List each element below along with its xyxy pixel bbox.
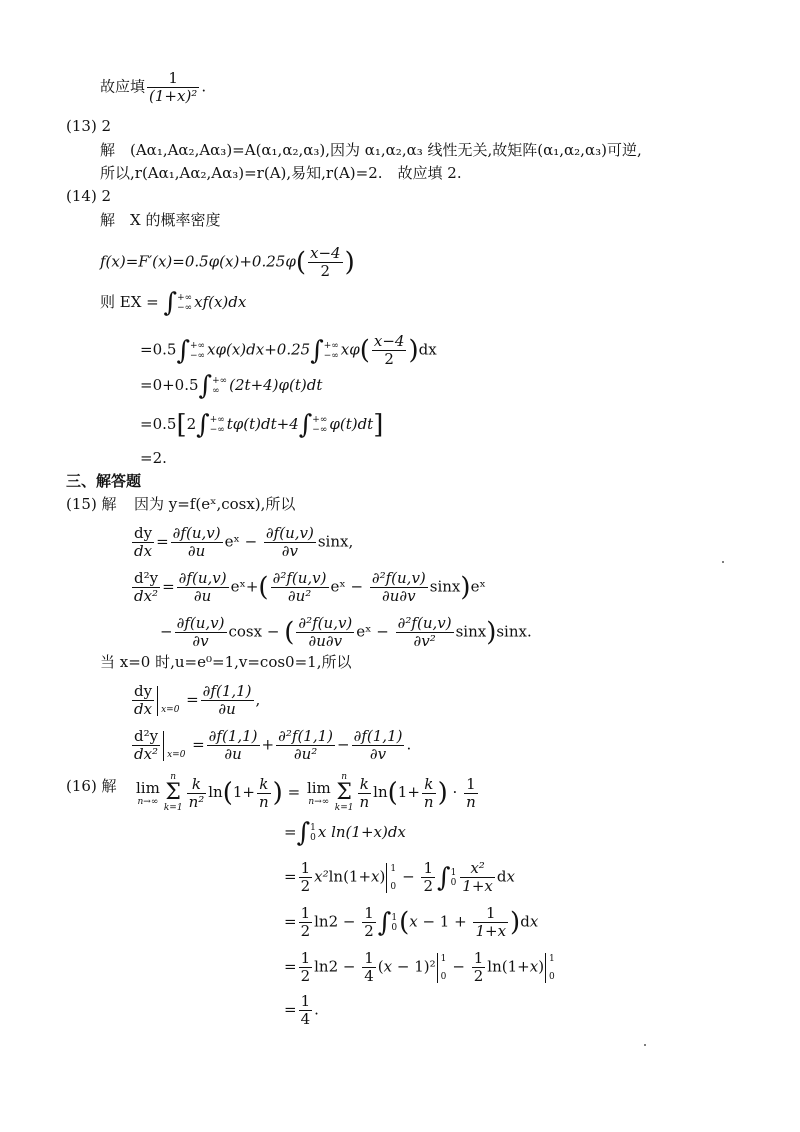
q14-intro: 解 X 的概率密度 <box>100 211 221 229</box>
q15-second-derivative-b: − $\frac{\partial f(u,v)}{\partial v}$ cosx − ( $\frac{\text{∂²f(u,v)}}{\partial u\partial v}$ eˣ − $\frac{\text{∂²f(u,v)}}{\text{∂v²}}$ sinx)sinx. <box>160 614 532 650</box>
q13-line2: 所以,r(Aα₁,Aα₂,Aα₃)=r(A),易知,r(A)=2. 故应填 2. <box>100 164 462 182</box>
q16-step1: =∫ 1 0 x ln(1+x)dx <box>284 818 406 848</box>
q16-step4: = $\frac{1}{2}$ ln2 − $\frac{1}{4}$ (x − 1)² 1 0 − $\frac{1}{2}$ ln(1+x) 1 0 <box>284 949 555 985</box>
q15-first-derivative: $\frac{dy}{dx}$ = $\frac{\partial f(u,v)}{\partial u}$ eˣ − $\frac{\partial f(u,v)}{\partial v}$ sinx, <box>134 524 354 560</box>
q14-step2: =0+0.5∫ +∞ ∞ (2t+4)φ(t)dt <box>140 371 323 401</box>
q13-label: (13) 2 <box>66 117 112 135</box>
q14-label: (14) 2 <box>66 187 112 205</box>
q16-limit: lim n→∞ n Σ k=1 $\frac{k}{\text{n²}}$ ln(1+ $\frac{k}{n}$ ) = lim n→∞ n Σ k=1 $\frac{k}{n}$ ln(1+ $\frac{k}{n}$ ) · $\frac{1}{n}$ <box>136 772 476 813</box>
q15-intro: 因为 y=f(eˣ,cosx),所以 <box>134 495 296 513</box>
q15-at-zero-second: $\frac{\text{d²y}}{\text{dx²}}$ x=0 = $\frac{\partial f(1,1)}{\partial u}$ + $\frac{\text{∂²f(1,1)}}{\text{∂u²}}$ − $\frac{\partial f(1,1)}{\partial v}$ . <box>134 727 412 763</box>
section-title: 三、解答题 <box>66 472 142 490</box>
q15-label: (15) 解 <box>66 495 117 513</box>
q16-step3: = $\frac{1}{2}$ ln2 − $\frac{1}{2}$ ∫ 1 0 (x − 1 + $\frac{1}{1+x}$ )dx <box>284 904 539 940</box>
q16-label: (16) 解 <box>66 777 117 795</box>
q16-result: = $\frac{1}{4}$ . <box>284 992 319 1028</box>
q15-at-zero-first: $\frac{dy}{dx}$ x=0 = $\frac{\partial f(1,1)}{\partial u}$ , <box>134 682 261 718</box>
q12-fraction: $\frac{1}{\text{(1+x)²}}$ <box>149 69 198 105</box>
speck <box>644 1044 646 1046</box>
speck <box>722 561 724 563</box>
q14-step3: =0.5[2∫ +∞ −∞ tφ(t)dt+4∫ +∞ −∞ φ(t)dt] <box>140 410 384 440</box>
q12-answer: 故应填 $\frac{1}{\text{(1+x)²}}$ . <box>100 69 207 105</box>
q15-when: 当 x=0 时,u=e⁰=1,v=cos0=1,所以 <box>100 653 352 671</box>
q16-step2: = $\frac{1}{2}$ x²ln(1+x) 1 0 − $\frac{1}{2}$ ∫ 1 0 $\frac{\text{x²}}{1+x}$ dx <box>284 859 515 895</box>
q14-density: f(x)=F′(x)=0.5φ(x)+0.25φ( $\frac{x-4}{2}$ ) <box>100 244 355 280</box>
q14-step1: =0.5∫ +∞ −∞ xφ(x)dx+0.25∫ +∞ −∞ xφ( $\frac{x-4}{2}$ )dx <box>140 332 437 368</box>
q13-line1: 解 (Aα₁,Aα₂,Aα₃)=A(α₁,α₂,α₃),因为 α₁,α₂,α₃ 线性无关,故矩阵(α₁,α₂,α₃)可逆, <box>100 141 642 159</box>
q14-result: =2. <box>140 449 167 467</box>
q15-second-derivative-a: $\frac{\text{d²y}}{\text{dx²}}$ = $\frac{\partial f(u,v)}{\partial u}$ eˣ+( $\frac{\text{∂²f(u,v)}}{\text{∂u²}}$ eˣ − $\frac{\text{∂²f(u,v)}}{\partial u\partial v}$ sinx)eˣ <box>134 569 486 605</box>
q14-ex: 则 EX = ∫ +∞ −∞ xf(x)dx <box>100 288 247 318</box>
